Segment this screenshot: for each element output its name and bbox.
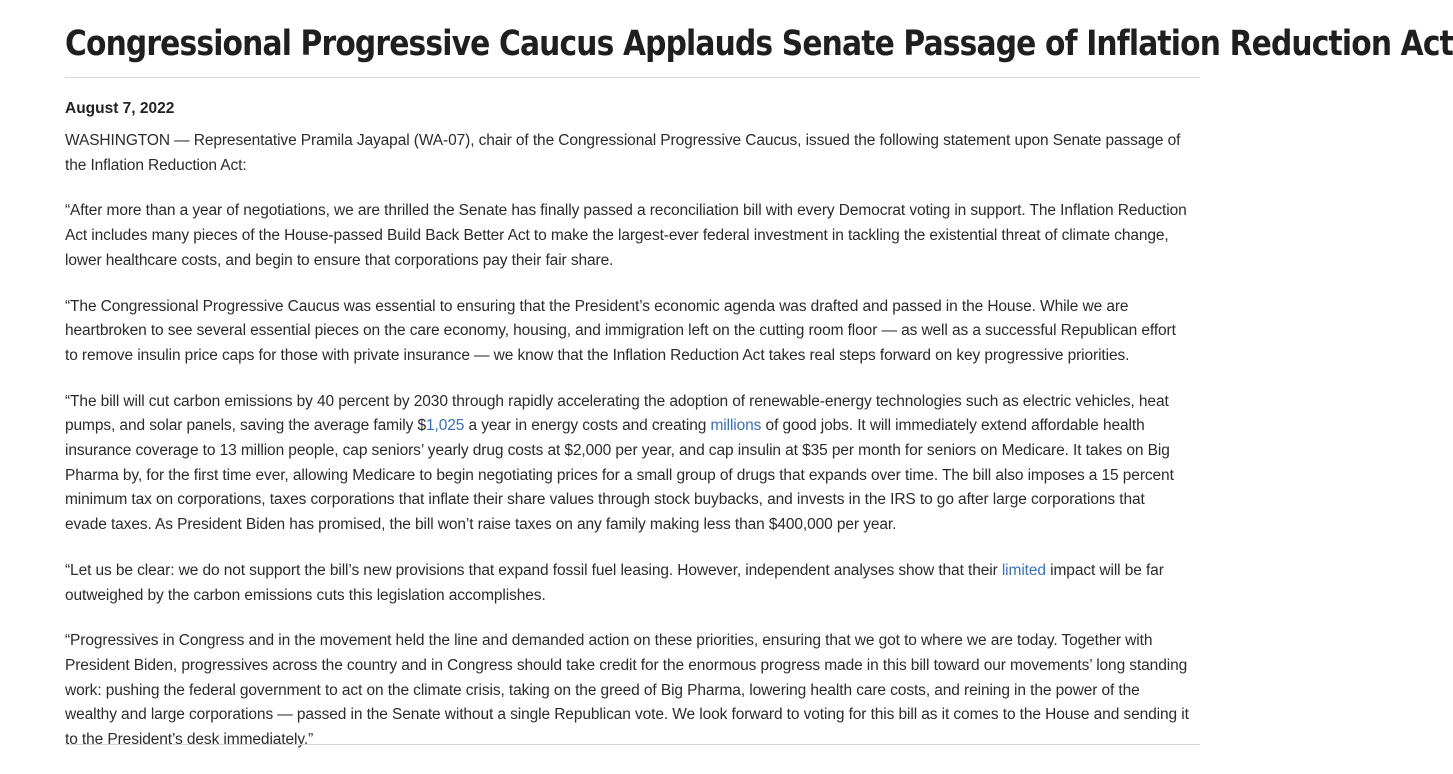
paragraph-5-text-2: impact will be far outweighed by the carbon emissions cuts this legislation accomplishes. (65, 561, 1164, 604)
paragraph-6: “Progressives in Congress and in the movement held the line and demanded action on these priorities, ensuring that we got to where we are today. Together with President Biden, progressives across the country and in Congress should take credit for the enormous progress made in this bill toward our movements’ long standing work: pushing the federal government to act on the climate crisis, taking on the greed of Big Pharma, lowering health care costs, and reining in the power of the wealthy and large corporations — passed in the Senate without a single Republican vote. We look forward to voting for this bill as it comes to the House and sending it to the President’s desk immediately.” (65, 632, 1189, 749)
page-title: Congressional Progressive Caucus Applauds Senate Passage of Inflation Reduction Act (65, 24, 1453, 64)
paragraph-intro: WASHINGTON — Representative Pramila Jayapal (WA-07), chair of the Congressional Progressive Caucus, issued the following statement upon Senate passage of the Inflation Reduction Act: (65, 132, 1181, 174)
title-divider (65, 77, 1200, 78)
paragraph-4-text-3: of good jobs. It will immediately extend affordable health insurance coverage to 13 million people, cap seniors’ yearly drug costs at $2,000 per year, and cap insulin at $35 per month for seniors on Medicare. It takes on Big Pharma by, for the first time ever, allowing Medicare to begin negotiating prices for a small group of drugs that expands over time. The bill also imposes a 15 percent minimum tax on corporations, taxes corporations that inflate their share values through stock buybacks, and invests in the IRS to go after large corporations that evade taxes. As President Biden has promised, the bill won’t raise taxes on any family making less than $400,000 per year. (65, 417, 1174, 534)
link-millions-jobs[interactable]: millions (710, 417, 762, 435)
footer-divider (65, 744, 1200, 745)
publish-date: August 7, 2022 (65, 100, 175, 117)
paragraph-5-text-1: “Let us be clear: we do not support the bill’s new provisions that expand fossil fuel leasing. However, independent analyses show that their (65, 561, 1002, 579)
link-energy-savings[interactable]: 1,025 (425, 417, 465, 435)
paragraph-4 (65, 390, 1190, 538)
link-limited-impact[interactable]: limited (1001, 561, 1046, 579)
paragraph-4-text-2: a year in energy costs and creating (464, 417, 711, 435)
paragraph-5 (65, 559, 1190, 608)
paragraph-3: “The Congressional Progressive Caucus was essential to ensuring that the President’s economic agenda was drafted and passed in the House. While we are heartbroken to see several essential pieces on the care economy, housing, and immigration left on the cutting room floor — as well as a successful Republican effort to remove insulin price caps for those with private insurance — we know that the Inflation Reduction Act takes real steps forward on key progressive priorities. (65, 297, 1176, 364)
paragraph-2: “After more than a year of negotiations, we are thrilled the Senate has finally passed a reconciliation bill with every Democrat voting in support. The Inflation Reduction Act includes many pieces of the House-passed Build Back Better Act to make the largest-ever federal investment in tackling the existential threat of climate change, lower healthcare costs, and begin to ensure that corporations pay their fair share. (65, 202, 1187, 269)
article-body (65, 96, 1190, 774)
paragraph-4-text-1: “The bill will cut carbon emissions by 40 percent by 2030 through rapidly accelerating the adoption of renewable-energy technologies such as electric vehicles, heat pumps, and solar panels, saving the average family $ (65, 392, 1169, 435)
